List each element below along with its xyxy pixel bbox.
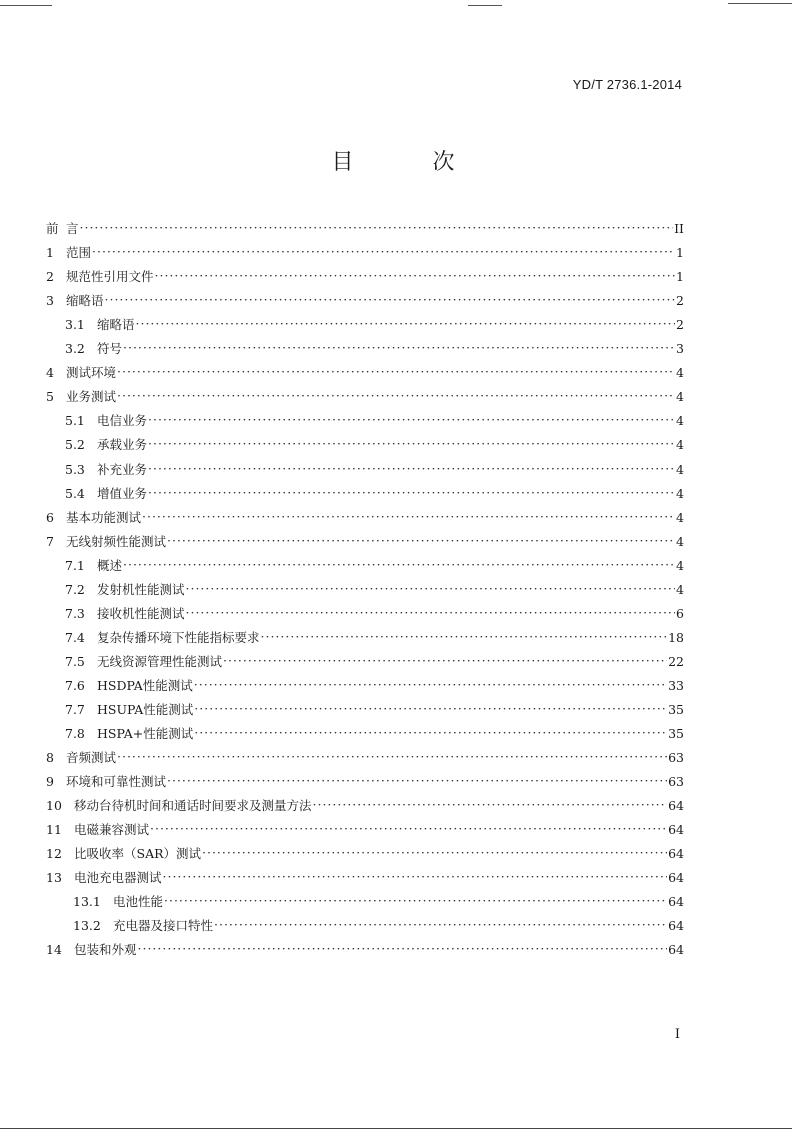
toc-entry-number: 3 xyxy=(46,293,54,309)
toc-entry xyxy=(46,670,684,694)
dot-leader xyxy=(214,917,667,933)
toc-entry xyxy=(46,502,684,526)
toc-entry-page: 4 xyxy=(676,437,684,453)
toc-entry xyxy=(46,261,684,285)
toc-entry-page: 4 xyxy=(676,389,684,405)
toc-entry-label: 发射机性能测试 xyxy=(97,581,185,597)
dot-leader xyxy=(80,220,674,236)
toc-entry xyxy=(46,838,684,862)
toc-entry-label: 无线资源管理性能测试 xyxy=(97,653,223,669)
toc-entry-number: 12 xyxy=(46,846,62,862)
dot-leader xyxy=(123,557,675,573)
toc-entry-label: 增值业务 xyxy=(97,485,148,501)
dot-leader xyxy=(186,581,676,597)
toc-entry-number: 3.1 xyxy=(65,317,85,333)
document-code: YD/T 2736.1-2014 xyxy=(572,77,682,92)
scan-edge-bottom xyxy=(0,1128,792,1129)
toc-entry xyxy=(46,862,684,886)
dot-leader xyxy=(194,701,667,717)
dot-leader xyxy=(148,436,675,452)
toc-entry-label: 言 xyxy=(66,221,79,237)
toc-entry xyxy=(46,333,684,357)
toc-entry xyxy=(46,574,684,598)
toc-entry-page: 64 xyxy=(668,870,684,886)
toc-entry-number: 7.7 xyxy=(65,701,85,717)
toc-entry-number: 前 xyxy=(46,221,59,237)
toc-entry-page: 4 xyxy=(676,365,684,381)
dot-leader xyxy=(167,533,675,549)
toc-entry xyxy=(46,886,684,910)
toc-entry-label: HSPA+性能测试 xyxy=(97,726,194,742)
toc-entry xyxy=(46,790,684,814)
table-of-contents xyxy=(46,213,684,958)
toc-entry-page: 1 xyxy=(676,269,684,285)
toc-entry xyxy=(46,309,684,333)
toc-entry-number: 8 xyxy=(46,750,54,766)
toc-entry-label: 复杂传播环境下性能指标要求 xyxy=(97,629,260,645)
toc-entry-number: 7.3 xyxy=(65,605,85,621)
toc-entry xyxy=(46,478,684,502)
toc-entry xyxy=(46,814,684,838)
toc-entry xyxy=(46,526,684,550)
toc-entry-page: 22 xyxy=(668,653,684,669)
toc-entry-page: 63 xyxy=(668,750,684,766)
toc-entry-page: 3 xyxy=(676,341,684,357)
toc-entry-page: 4 xyxy=(676,533,684,549)
toc-entry-number: 7.8 xyxy=(65,726,85,742)
toc-entry-label: 音频测试 xyxy=(66,750,117,766)
toc-entry-page: 2 xyxy=(676,293,684,309)
toc-entry xyxy=(46,429,684,453)
toc-entry-label: 无线射频性能测试 xyxy=(66,533,167,549)
toc-entry-label: 环境和可靠性测试 xyxy=(66,774,167,790)
toc-entry-label: 补充业务 xyxy=(97,461,148,477)
toc-entry-number: 13.2 xyxy=(73,918,101,934)
toc-entry-number: 5.1 xyxy=(65,413,85,429)
toc-entry-page: 1 xyxy=(676,245,684,261)
toc-entry-page: 64 xyxy=(668,918,684,934)
toc-entry-label: 接收机性能测试 xyxy=(97,605,185,621)
toc-entry-page: 64 xyxy=(668,846,684,862)
toc-entry-page: 64 xyxy=(668,942,684,958)
dot-leader xyxy=(148,461,675,477)
dot-leader xyxy=(136,316,676,332)
toc-entry xyxy=(46,622,684,646)
toc-entry-number: 13.1 xyxy=(73,894,101,910)
toc-entry xyxy=(46,694,684,718)
toc-entry-page: 4 xyxy=(676,485,684,501)
toc-entry xyxy=(46,742,684,766)
toc-entry-number: 5.4 xyxy=(65,485,85,501)
page-number: I xyxy=(674,1027,680,1042)
toc-entry-page: 18 xyxy=(668,629,684,645)
toc-entry-label: 缩略语 xyxy=(97,317,135,333)
toc-entry-number: 7.6 xyxy=(65,677,85,693)
toc-entry xyxy=(46,766,684,790)
dot-leader xyxy=(138,941,668,957)
toc-entry-number: 7 xyxy=(46,533,54,549)
toc-entry-number: 13 xyxy=(46,870,62,886)
toc-entry-page: 63 xyxy=(668,774,684,790)
toc-entry xyxy=(46,357,684,381)
toc-entry-label: 基本功能测试 xyxy=(66,509,142,525)
dot-leader xyxy=(142,509,675,525)
toc-entry-label: 电池性能 xyxy=(113,894,164,910)
toc-entry-number: 7.5 xyxy=(65,653,85,669)
dot-leader xyxy=(167,773,667,789)
toc-entry-number: 7.1 xyxy=(65,557,85,573)
toc-entry-label: 电池充电器测试 xyxy=(74,870,162,886)
toc-entry-number: 1 xyxy=(46,245,54,261)
toc-entry xyxy=(46,213,684,237)
toc-entry-label: 范围 xyxy=(66,245,92,261)
toc-entry-page: II xyxy=(674,221,684,237)
toc-entry-number: 5 xyxy=(46,389,54,405)
dot-leader xyxy=(150,821,667,837)
toc-entry-label: 充电器及接口特性 xyxy=(113,918,214,934)
dot-leader xyxy=(164,893,667,909)
dot-leader xyxy=(148,485,675,501)
toc-entry-label: 电磁兼容测试 xyxy=(74,822,150,838)
toc-entry xyxy=(46,285,684,309)
toc-entry-page: 64 xyxy=(668,798,684,814)
toc-entry-number: 7.2 xyxy=(65,581,85,597)
dot-leader xyxy=(123,340,675,356)
toc-entry-label: 概述 xyxy=(97,557,123,573)
toc-entry-number: 6 xyxy=(46,509,54,525)
toc-entry-label: 测试环境 xyxy=(66,365,117,381)
dot-leader xyxy=(223,653,667,669)
dot-leader xyxy=(313,797,668,813)
dot-leader xyxy=(117,388,675,404)
toc-entry-label: 规范性引用文件 xyxy=(66,269,154,285)
dot-leader xyxy=(148,412,675,428)
dot-leader xyxy=(194,725,667,741)
toc-entry-label: HSDPA性能测试 xyxy=(97,677,193,693)
toc-entry-page: 4 xyxy=(676,509,684,525)
toc-entry-page: 64 xyxy=(668,822,684,838)
toc-entry-number: 5.2 xyxy=(65,437,85,453)
toc-entry-number: 7.4 xyxy=(65,629,85,645)
toc-entry-label: 移动台待机时间和通话时间要求及测量方法 xyxy=(74,798,312,814)
toc-entry xyxy=(46,934,684,958)
toc-entry-label: 承载业务 xyxy=(97,437,148,453)
toc-entry-number: 2 xyxy=(46,269,54,285)
toc-entry xyxy=(46,237,684,261)
dot-leader xyxy=(202,845,667,861)
dot-leader xyxy=(163,869,668,885)
toc-entry xyxy=(46,598,684,622)
toc-entry-label: 业务测试 xyxy=(66,389,117,405)
toc-entry-label: 符号 xyxy=(97,341,123,357)
toc-entry-label: 包装和外观 xyxy=(74,942,137,958)
toc-entry-label: 电信业务 xyxy=(97,413,148,429)
toc-entry-number: 9 xyxy=(46,774,54,790)
toc-entry-page: 35 xyxy=(668,701,684,717)
dot-leader xyxy=(155,268,676,284)
toc-entry-number: 10 xyxy=(46,798,62,814)
toc-entry-page: 2 xyxy=(676,317,684,333)
dot-leader xyxy=(186,605,676,621)
toc-entry-number: 14 xyxy=(46,942,62,958)
page-title: 目 次 xyxy=(331,150,491,175)
toc-entry-page: 4 xyxy=(676,413,684,429)
toc-entry-page: 35 xyxy=(668,726,684,742)
dot-leader xyxy=(117,749,667,765)
toc-entry-page: 4 xyxy=(676,461,684,477)
toc-entry xyxy=(46,405,684,429)
toc-entry-number: 11 xyxy=(46,822,62,838)
dot-leader xyxy=(117,364,675,380)
scan-edge-top xyxy=(0,0,792,14)
toc-entry xyxy=(46,718,684,742)
toc-entry-page: 6 xyxy=(676,605,684,621)
toc-entry-page: 4 xyxy=(676,581,684,597)
toc-entry xyxy=(46,453,684,477)
toc-entry-number: 3.2 xyxy=(65,341,85,357)
toc-entry xyxy=(46,646,684,670)
dot-leader xyxy=(261,629,668,645)
toc-entry-page: 64 xyxy=(668,894,684,910)
toc-entry-label: 缩略语 xyxy=(66,293,104,309)
dot-leader xyxy=(105,292,676,308)
toc-entry-page: 4 xyxy=(676,557,684,573)
dot-leader xyxy=(92,244,675,260)
toc-entry-number: 5.3 xyxy=(65,461,85,477)
toc-entry xyxy=(46,381,684,405)
toc-entry-label: HSUPA性能测试 xyxy=(97,701,194,717)
toc-entry xyxy=(46,910,684,934)
toc-entry-page: 33 xyxy=(668,677,684,693)
toc-entry xyxy=(46,550,684,574)
toc-entry-number: 4 xyxy=(46,365,54,381)
dot-leader xyxy=(194,677,667,693)
toc-entry-label: 比吸收率（SAR）测试 xyxy=(74,846,202,862)
